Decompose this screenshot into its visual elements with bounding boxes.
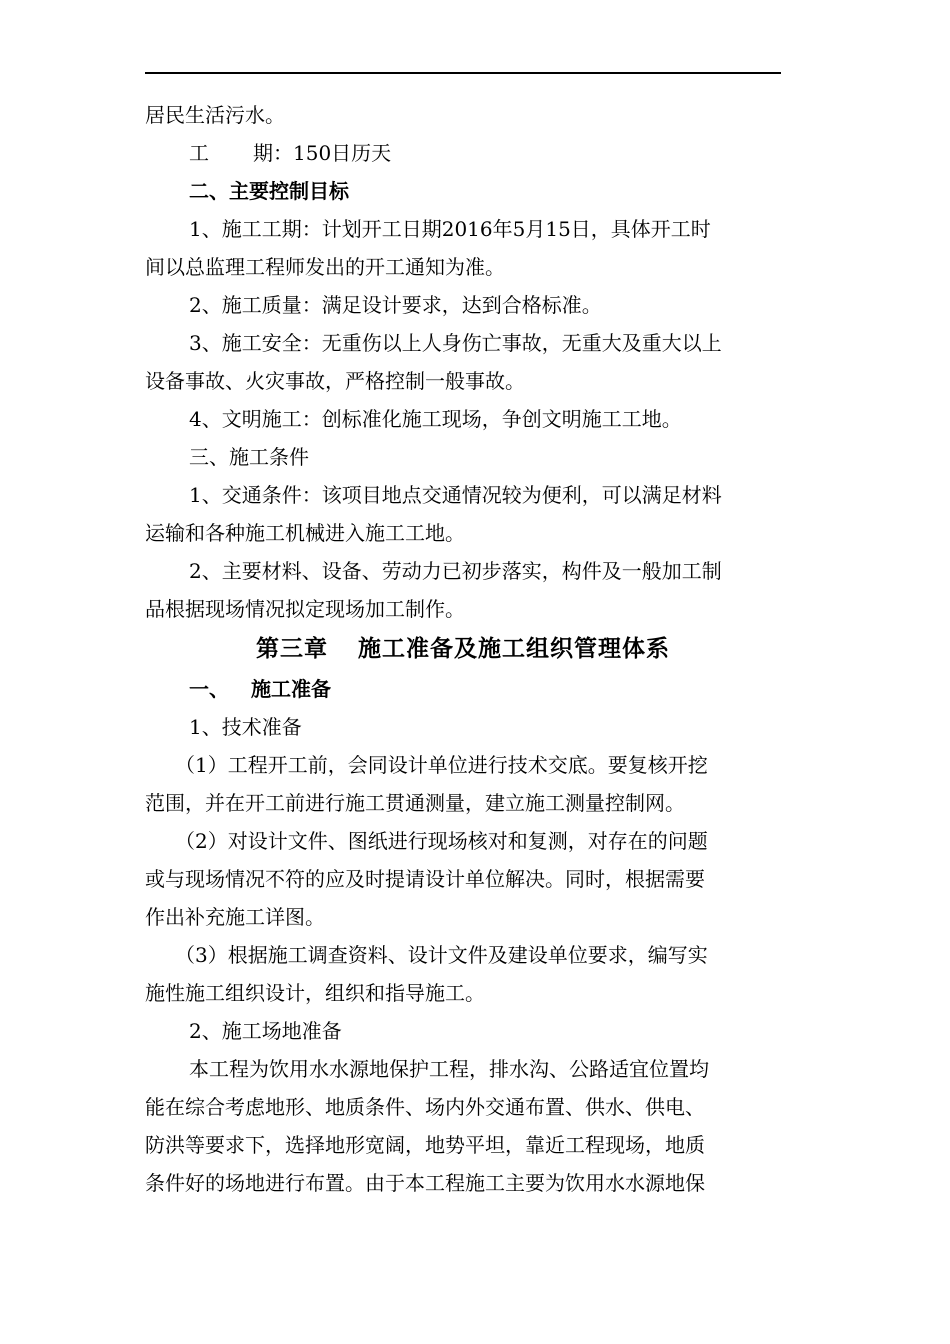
paragraph-line: 间以总监理工程师发出的开工通知为准。 — [145, 255, 505, 279]
paragraph-line: 2、主要材料、设备、劳动力已初步落实，构件及一般加工制 — [189, 559, 722, 583]
paragraph-line: 施性施工组织设计，组织和指导施工。 — [145, 981, 485, 1005]
chapter-number: 第三章 — [256, 635, 328, 662]
duration-line — [145, 134, 781, 172]
duration-value: 期：150日历天 — [253, 141, 392, 165]
paragraph-line: 本工程为饮用水水源地保护工程，排水沟、公路适宜位置均 — [189, 1057, 709, 1081]
paragraph-line: 2、施工质量：满足设计要求，达到合格标准。 — [189, 293, 602, 317]
paragraph-line: 1、施工工期：计划开工日期2016年5月15日，具体开工时 — [189, 217, 711, 241]
paragraph-line: （2）对设计文件、图纸进行现场核对和复测，对存在的问题 — [175, 829, 708, 853]
section-heading — [145, 670, 781, 708]
section-name: 施工准备 — [251, 677, 331, 701]
duration-label: 工 — [189, 141, 209, 165]
paragraph-line: 防洪等要求下，选择地形宽阔，地势平坦，靠近工程现场，地质 — [145, 1133, 705, 1157]
paragraph-line: 居民生活污水。 — [145, 103, 285, 127]
chapter-name: 施工准备及施工组织管理体系 — [358, 635, 670, 662]
paragraph-line: 4、文明施工：创标准化施工现场，争创文明施工工地。 — [189, 407, 682, 431]
paragraph-line: 3、施工安全：无重伤以上人身伤亡事故，无重大及重大以上 — [189, 331, 722, 355]
paragraph-line: 设备事故、火灾事故，严格控制一般事故。 — [145, 369, 525, 393]
paragraph-line: 1、交通条件：该项目地点交通情况较为便利，可以满足材料 — [189, 483, 722, 507]
section-heading: 二、主要控制目标 — [189, 179, 349, 203]
section-heading: 三、施工条件 — [189, 445, 309, 469]
paragraph-line: 运输和各种施工机械进入施工工地。 — [145, 521, 465, 545]
paragraph-line: 或与现场情况不符的应及时提请设计单位解决。同时，根据需要 — [145, 867, 705, 891]
subsection-heading: 1、技术准备 — [189, 715, 302, 739]
section-number: 一、 — [189, 677, 229, 701]
paragraph-line: 范围，并在开工前进行施工贯通测量，建立施工测量控制网。 — [145, 791, 685, 815]
paragraph-line: 能在综合考虑地形、地质条件、场内外交通布置、供水、供电、 — [145, 1095, 705, 1119]
paragraph-line: 条件好的场地进行布置。由于本工程施工主要为饮用水水源地保 — [145, 1171, 705, 1195]
paragraph-line: 作出补充施工详图。 — [145, 905, 325, 929]
paragraph-line: 品根据现场情况拟定现场加工制作。 — [145, 597, 465, 621]
paragraph-line: （3）根据施工调查资料、设计文件及建设单位要求，编写实 — [175, 943, 708, 967]
header-rule — [145, 72, 781, 74]
subsection-heading: 2、施工场地准备 — [189, 1019, 342, 1043]
paragraph-line: （1）工程开工前，会同设计单位进行技术交底。要复核开挖 — [175, 753, 708, 777]
document-page — [145, 96, 781, 1202]
chapter-title — [145, 628, 781, 670]
